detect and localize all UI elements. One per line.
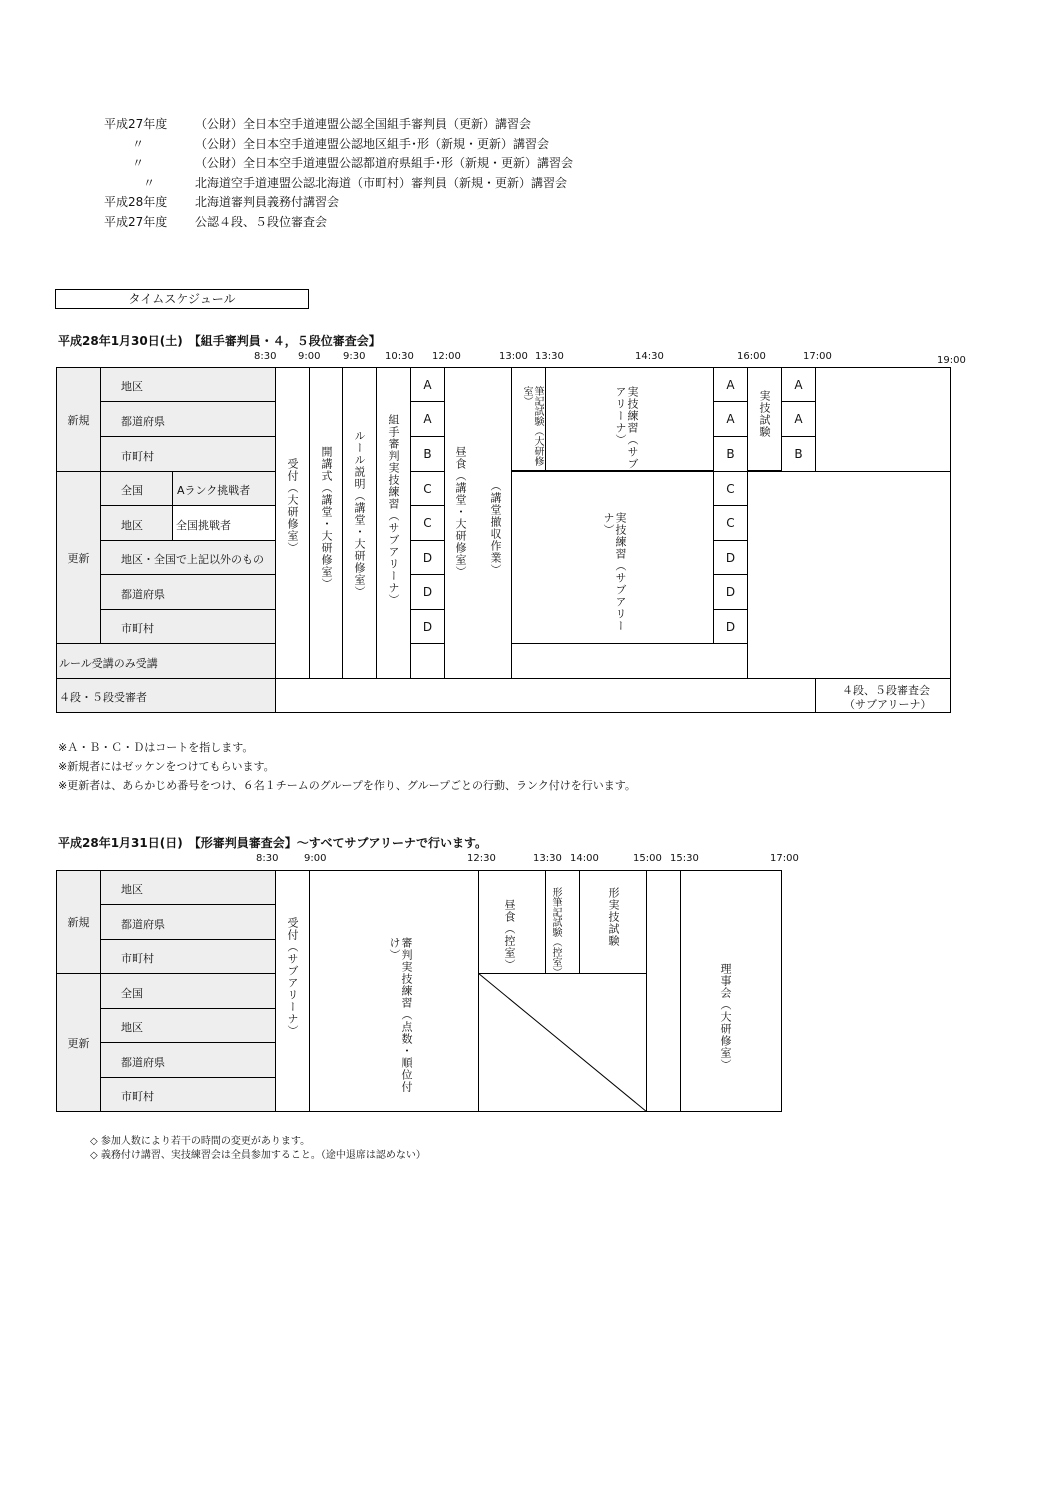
row-text: 地区 bbox=[121, 1021, 143, 1034]
block-kumite bbox=[376, 367, 411, 679]
court-letter: B bbox=[794, 447, 803, 461]
row-text: 市町村 bbox=[121, 952, 154, 965]
time-label: 17:00 bbox=[803, 351, 832, 362]
block-text: （講堂撤収作業） bbox=[489, 480, 502, 576]
row-text: 都道府県 bbox=[121, 1056, 165, 1069]
day2-cat-renew bbox=[56, 973, 101, 1112]
court-letter: D bbox=[422, 619, 433, 634]
time-label: 14:30 bbox=[635, 351, 664, 362]
court-letter: C bbox=[726, 481, 735, 496]
court-cell bbox=[410, 609, 445, 644]
row-text: 地区 bbox=[121, 380, 143, 393]
row-label-rule bbox=[56, 643, 276, 679]
block-lunch bbox=[444, 367, 512, 679]
intro-text: 北海道空手道連盟公認北海道（市町村）審判員（新規・更新）講習会 bbox=[195, 176, 568, 190]
court-cell bbox=[713, 367, 748, 402]
row-label bbox=[100, 870, 276, 905]
intro-year: 平成28年度 bbox=[104, 195, 168, 209]
row-text: 市町村 bbox=[121, 622, 154, 635]
row-text: 全国 bbox=[121, 484, 143, 497]
block-opening bbox=[309, 367, 343, 679]
intro-text: （公財）全日本空手道連盟公認全国組手審判員（更新）講習会 bbox=[195, 117, 532, 131]
row-text: 全国挑戦者 bbox=[176, 519, 231, 532]
block-written bbox=[511, 367, 546, 471]
court-letter: C bbox=[726, 516, 735, 530]
block-text: 開講式（講堂・大研修室） bbox=[320, 446, 333, 590]
court-letter: A bbox=[726, 412, 735, 426]
intro-year: 〃 bbox=[132, 137, 145, 151]
time-label: 9:00 bbox=[298, 351, 321, 362]
block-dan-exam bbox=[815, 678, 951, 713]
court-cell bbox=[781, 436, 816, 472]
court-letter: D bbox=[422, 550, 433, 565]
block-text: ルール説明（講堂・大研修室） bbox=[353, 430, 366, 598]
intro-text: 公認４段、５段位審査会 bbox=[195, 215, 328, 229]
row-label bbox=[100, 540, 276, 575]
time-label: 13:00 bbox=[499, 351, 528, 362]
block-practice-bottom bbox=[511, 471, 714, 644]
block-text: 実技練習（サブアリーナ） bbox=[614, 386, 639, 470]
row-text: 地区・全国で上記以外のもの bbox=[121, 553, 264, 566]
block-text: 昼食（講堂・大研修室） bbox=[454, 446, 467, 578]
block-dan-wait bbox=[275, 678, 816, 713]
block-text: 形実技試験 bbox=[607, 887, 620, 947]
time-label: 14:00 bbox=[570, 853, 599, 864]
intro-text: （公財）全日本空手道連盟公認都道府県組手･形（新規・更新）講習会 bbox=[195, 156, 574, 170]
court-cell bbox=[713, 540, 748, 575]
note: ※Ａ・Ｂ・Ｃ・Ｄはコートを指します。 bbox=[58, 741, 254, 754]
court-letter: D bbox=[725, 550, 736, 565]
row-text: 都道府県 bbox=[121, 588, 165, 601]
row-text: 都道府県 bbox=[121, 918, 165, 931]
intro-text: （公財）全日本空手道連盟公認地区組手･形（新規・更新）講習会 bbox=[195, 137, 550, 151]
cat-label: 更新 bbox=[67, 551, 90, 565]
time-label: 8:30 bbox=[256, 853, 279, 864]
intro-year: 〃 bbox=[132, 156, 145, 170]
block-text: 実技練習（サブアリーナ） bbox=[602, 512, 627, 632]
court-letter: B bbox=[423, 447, 432, 461]
row-label bbox=[100, 574, 276, 610]
row-text: 地区 bbox=[121, 883, 143, 896]
court-letter: A bbox=[794, 377, 803, 392]
block-exam bbox=[579, 870, 647, 974]
time-label: 17:00 bbox=[770, 853, 799, 864]
block-lunch bbox=[478, 870, 546, 974]
block-text: 理事会（大研修室） bbox=[719, 963, 732, 1071]
court-cell bbox=[410, 367, 445, 402]
block-written bbox=[545, 870, 580, 977]
block-rule bbox=[342, 367, 377, 679]
time-label: 12:30 bbox=[467, 853, 496, 864]
row-text: ４段・５段受審者 bbox=[59, 691, 147, 704]
row-text: 市町村 bbox=[121, 450, 154, 463]
day2-heading: 平成28年1月31日(日) 【形審判員審査会】～すべてサブアリーナで行います。 bbox=[58, 836, 488, 850]
block-uketsuke bbox=[275, 870, 310, 1112]
time-label: 15:30 bbox=[670, 853, 699, 864]
cat-label: 新規 bbox=[67, 916, 90, 929]
court-letter: B bbox=[726, 447, 735, 461]
block-diagonal bbox=[478, 973, 647, 1112]
row-label bbox=[100, 505, 173, 541]
diagonal-line bbox=[478, 973, 647, 1112]
court-cell bbox=[713, 401, 748, 437]
court-letter: D bbox=[422, 585, 433, 599]
day1-heading: 平成28年1月30日(土) 【組手審判員・４，５段位審査会】 bbox=[58, 334, 381, 348]
intro-year: 平成27年度 bbox=[104, 117, 168, 131]
row-label bbox=[100, 1008, 276, 1043]
block-text: 審判実技練習（点数・順位付け） bbox=[388, 937, 413, 1093]
row-sublabel bbox=[172, 505, 276, 541]
block-text: ４段、５段審査会 bbox=[842, 684, 930, 697]
row-label bbox=[100, 367, 276, 402]
time-label: 13:30 bbox=[533, 853, 562, 864]
block-exam bbox=[747, 367, 782, 471]
row-label-dan bbox=[56, 678, 276, 713]
court-cell bbox=[713, 471, 748, 506]
time-label: 15:00 bbox=[633, 853, 662, 864]
court-cell bbox=[781, 367, 816, 402]
block-text: （サブアリーナ） bbox=[844, 698, 932, 711]
row-label bbox=[100, 904, 276, 940]
court-cell bbox=[713, 505, 748, 541]
day2-cat-new bbox=[56, 870, 101, 974]
block-empty bbox=[747, 471, 951, 679]
cat-label: 新規 bbox=[67, 413, 90, 427]
court-cell bbox=[410, 401, 445, 437]
time-label: 19:00 bbox=[937, 355, 966, 366]
row-text: ルール受講のみ受講 bbox=[59, 657, 158, 670]
block-practice bbox=[309, 870, 479, 1112]
court-cell bbox=[410, 436, 445, 472]
time-label: 9:00 bbox=[304, 853, 327, 864]
block-uketsuke bbox=[275, 367, 310, 679]
time-label: 13:30 bbox=[535, 351, 564, 362]
court-letter: D bbox=[725, 585, 736, 599]
court-letter: A bbox=[794, 412, 803, 426]
row-label bbox=[100, 1042, 276, 1078]
block-board bbox=[680, 870, 782, 1112]
court-letter: C bbox=[423, 516, 432, 530]
row-label bbox=[100, 471, 173, 506]
block-text: 形筆記試験（控室） bbox=[550, 887, 561, 977]
row-text: 地区 bbox=[121, 519, 143, 532]
court-cell bbox=[713, 574, 748, 610]
row-text: 市町村 bbox=[121, 1090, 154, 1103]
block-text: 受付（大研修室） bbox=[286, 458, 299, 554]
row-text: Aランク挑戦者 bbox=[177, 484, 251, 497]
court-cell bbox=[410, 471, 445, 506]
block-text: 受付（サブアリーナ） bbox=[286, 917, 299, 1037]
block-empty bbox=[511, 643, 748, 679]
court-letter: D bbox=[725, 619, 736, 634]
block-text: 筆記試験（大研修室） bbox=[521, 386, 543, 466]
row-label bbox=[100, 973, 276, 1009]
court-letter: C bbox=[423, 481, 432, 496]
row-text: 都道府県 bbox=[121, 415, 165, 428]
row-label bbox=[100, 609, 276, 644]
block-empty bbox=[646, 870, 681, 1112]
time-label: 9:30 bbox=[343, 351, 366, 362]
court-cell bbox=[410, 505, 445, 541]
court-letter: A bbox=[726, 377, 735, 392]
time-label: 16:00 bbox=[737, 351, 766, 362]
block-text: 実技試験 bbox=[758, 390, 771, 438]
court-cell bbox=[410, 540, 445, 575]
row-label bbox=[100, 939, 276, 974]
block-text: 昼食（控室） bbox=[503, 899, 516, 971]
time-label: 12:00 bbox=[432, 351, 461, 362]
row-label bbox=[100, 401, 276, 437]
intro-text: 北海道審判員義務付講習会 bbox=[195, 195, 340, 209]
row-sublabel bbox=[172, 471, 276, 506]
note: ※更新者は、あらかじめ番号をつけ、６名１チームのグループを作り、グループごとの行動、ランク付けを行います。 bbox=[58, 779, 636, 792]
row-label bbox=[100, 436, 276, 472]
day1-cat-renew bbox=[56, 471, 101, 644]
time-label: 8:30 bbox=[254, 351, 277, 362]
row-text: 全国 bbox=[121, 987, 143, 1000]
schedule-title: タイムスケジュール bbox=[55, 289, 309, 309]
court-empty bbox=[410, 643, 445, 679]
time-label: 10:30 bbox=[385, 351, 414, 362]
intro-year: 〃 bbox=[143, 176, 156, 190]
block-practice-top bbox=[545, 367, 714, 471]
court-cell bbox=[713, 436, 748, 472]
court-letter: A bbox=[423, 412, 432, 426]
note: ※新規者にはゼッケンをつけてもらいます。 bbox=[58, 760, 275, 773]
court-letter: A bbox=[423, 377, 432, 392]
court-cell bbox=[713, 609, 748, 644]
cat-label: 更新 bbox=[67, 1036, 90, 1050]
court-cell bbox=[410, 574, 445, 610]
intro-year: 平成27年度 bbox=[104, 215, 168, 229]
note: ◇ 義務付け講習、実技練習会は全員参加すること。（途中退席は認めない） bbox=[90, 1150, 426, 1161]
block-text: 組手審判実技練習（サブアリーナ） bbox=[387, 414, 400, 606]
row-label bbox=[100, 1077, 276, 1112]
court-cell bbox=[781, 401, 816, 437]
day1-cat-new bbox=[56, 367, 101, 472]
note: ◇ 参加人数により若干の時間の変更があります。 bbox=[90, 1136, 311, 1147]
